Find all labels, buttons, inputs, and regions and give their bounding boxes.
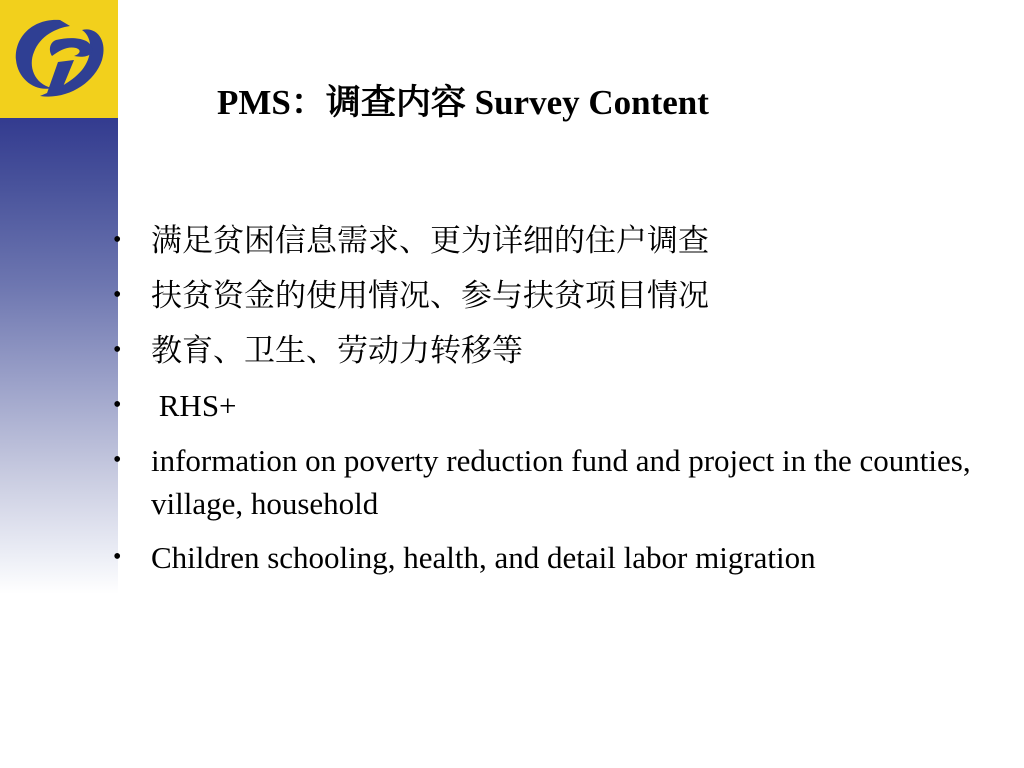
list-item — [113, 329, 1003, 372]
list-item — [113, 274, 1003, 317]
list-item — [113, 219, 1003, 262]
slide-title: PMS：调查内容 Survey Content — [217, 83, 709, 122]
list-item-text: RHS+ — [151, 388, 237, 423]
list-item — [113, 536, 1003, 579]
list-item-text: 教育、卫生、劳动力转移等 — [151, 333, 523, 368]
logo-block — [0, 0, 118, 118]
list-item — [113, 384, 1003, 427]
bullet-icon: • — [113, 282, 122, 308]
bullet-icon: • — [113, 227, 122, 253]
bullet-icon: • — [113, 392, 122, 418]
list-item-text: Children schooling, health, and detail labor migration — [151, 540, 816, 575]
list-item-text: 满足贫困信息需求、更为详细的住户调查 — [151, 223, 709, 258]
bullet-icon: • — [113, 337, 122, 363]
list-item-text: information on poverty reduction fund and project in the counties, village, household — [151, 443, 971, 521]
nbs-logo-icon — [0, 0, 118, 118]
bullet-icon: • — [113, 447, 122, 473]
list-item-text: 扶贫资金的使用情况、参与扶贫项目情况 — [151, 278, 709, 313]
sidebar-gradient — [0, 118, 118, 594]
list-item — [113, 439, 1003, 525]
bullet-list — [113, 219, 1003, 591]
bullet-icon: • — [113, 544, 122, 570]
